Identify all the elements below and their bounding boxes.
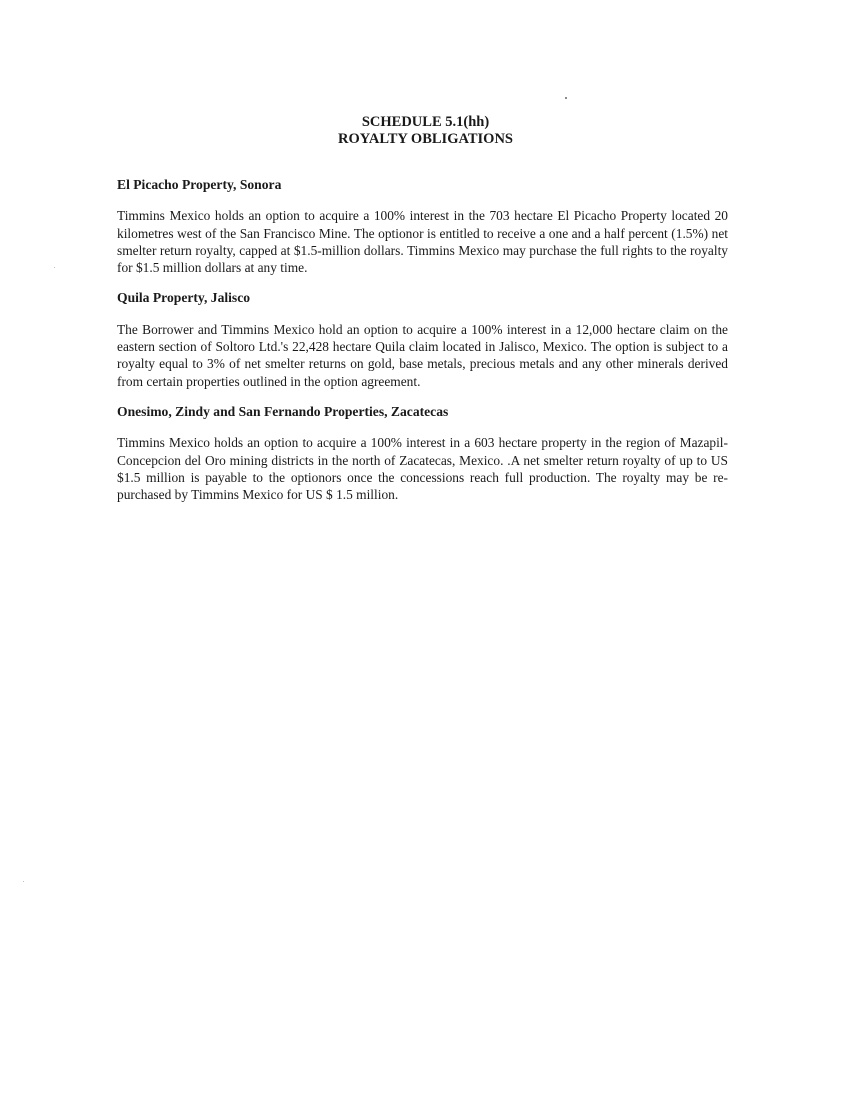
section-heading: Onesimo, Zindy and San Fernando Properties, Zacatecas (117, 403, 449, 419)
scan-speck (565, 97, 567, 99)
section-paragraph: Timmins Mexico holds an option to acquire a 100% interest in the 703 hectare El Picacho Property located 20 kilometres west of the San Francisco Mine. The optionor is entitled to receive a one and a half percent (1.5%) net smelter return royalty, capped at $1.5-million dollars. Timmins Mexico may purchase the full rights to the royalty for $1.5 million dollars at any time. (117, 208, 728, 276)
section-heading: Quila Property, Jalisco (117, 290, 251, 306)
section-quila (117, 289, 728, 389)
section-onesimo-zindy-san-fernando (117, 403, 728, 503)
section-el-picacho (117, 176, 728, 276)
scan-speck (54, 267, 55, 268)
document-header (0, 114, 851, 148)
scan-speck (23, 881, 24, 882)
section-heading: El Picacho Property, Sonora (117, 177, 282, 192)
document-body (117, 176, 728, 503)
section-paragraph: The Borrower and Timmins Mexico hold an option to acquire a 100% interest in a 12,000 hectare claim on the eastern section of Soltoro Ltd.'s 22,428 hectare Quila claim located in Jalisco, Mexico. The option is subject to a royalty equal to 3% of net smelter returns on gold, base metals, precious metals and any other minerals derived from certain properties outlined in the option agreement. (117, 321, 728, 389)
schedule-number: SCHEDULE 5.1(hh) (361, 114, 490, 130)
section-paragraph: Timmins Mexico holds an option to acquire a 100% interest in a 603 hectare property in the region of Mazapil-Concepcion del Oro mining districts in the north of Zacatecas, Mexico. .A net smelter return royalty of up to US $1.5 million is payable to the optionors once the concessions reach full production. The royalty may be re-purchased by Timmins Mexico for US $ 1.5 million. (117, 435, 728, 503)
document-title: ROYALTY OBLIGATIONS (338, 131, 513, 147)
